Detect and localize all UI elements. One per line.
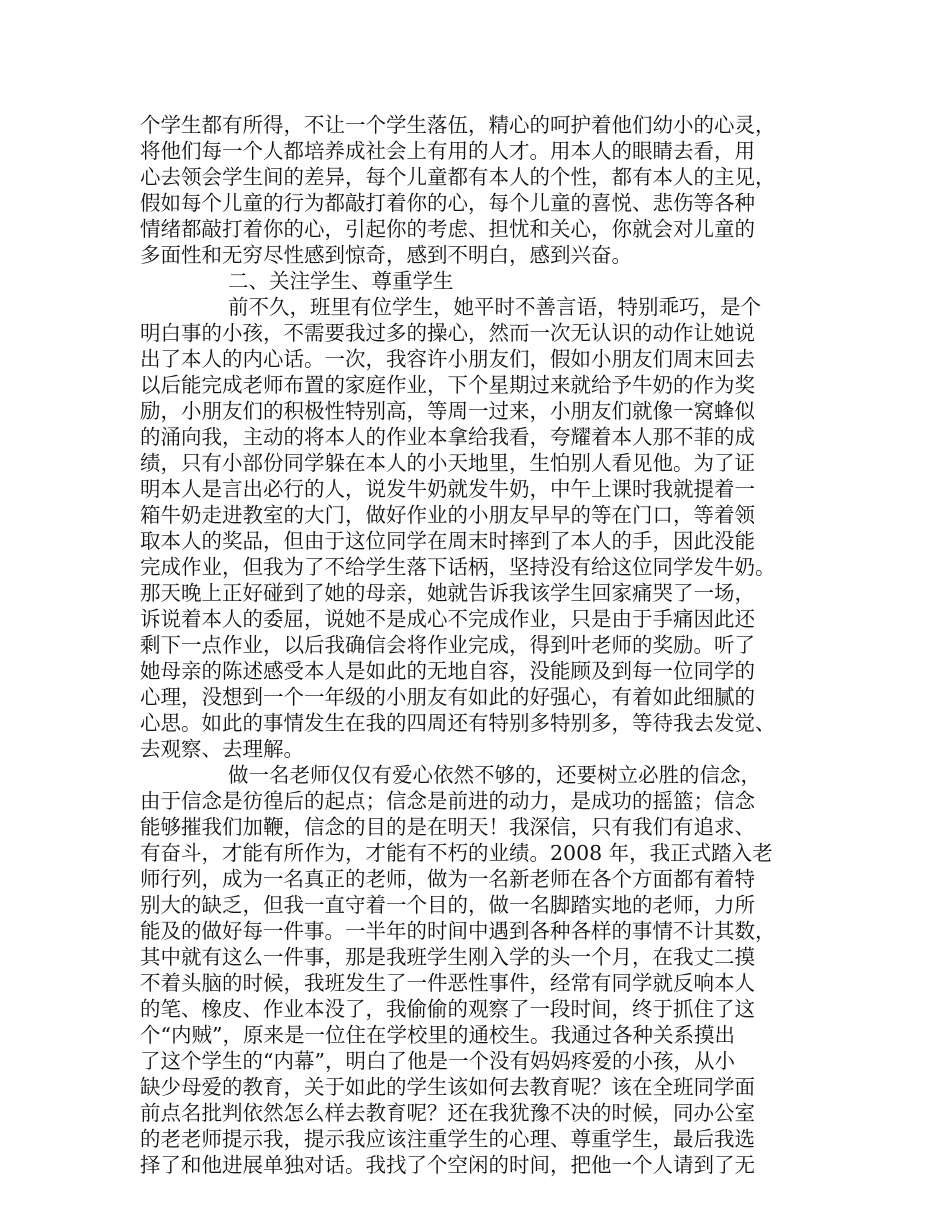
text-line: 个“内贼”，原来是一位住在学校里的通校生。我通过各种关系摸出 [140, 1023, 735, 1047]
text-line: 能及的做好每一件事。一半年的时间中遇到各种各样的事情不计其数， [140, 919, 776, 943]
text-line: 缺少母爱的教育，关于如此的学生该如何去教育呢？该在全班同学面 [140, 1075, 755, 1099]
text-line: 绩，只有小部份同学躲在本人的小天地里，生怕别人看见他。为了证 [140, 451, 755, 475]
text-line: 二、关注学生、尊重学生 [228, 269, 454, 293]
text-line: 明本人是言出必行的人，说发牛奶就发牛奶，中午上课时我就提着一 [140, 477, 755, 501]
text-line: 的笔、橡皮、作业本没了，我偷偷的观察了一段时间，终于抓住了这 [140, 997, 755, 1021]
text-line: 不着头脑的时候，我班发生了一件恶性事件，经常有同学就反响本人 [140, 971, 755, 995]
text-line: 诉说着本人的委屈，说她不是成心不完成作业，只是由于手痛因此还 [140, 607, 755, 631]
text-line: 出了本人的内心话。一次，我容许小朋友们，假如小朋友们周末回去 [140, 347, 755, 371]
text-line: 她母亲的陈述感受本人是如此的无地自容，没能顾及到每一位同学的 [140, 659, 755, 683]
text-line: 心去领会学生间的差异，每个儿童都有本人的个性，都有本人的主见， [140, 165, 776, 189]
text-line: 假如每个儿童的行为都敲打着你的心，每个儿童的喜悦、悲伤等各种 [140, 191, 755, 215]
text-line: 由于信念是彷徨后的起点；信念是前进的动力，是成功的摇篮；信念 [140, 789, 755, 813]
text-line: 取本人的奖品，但由于这位同学在周末时摔到了本人的手，因此没能 [140, 529, 755, 553]
text-line: 的老老师提示我，提示我应该注重学生的心理、尊重学生，最后我选 [140, 1127, 755, 1151]
text-line: 做一名老师仅仅有爱心依然不够的，还要树立必胜的信念， [228, 763, 761, 787]
text-line: 有奋斗，才能有所作为，才能有不朽的业绩。2008 年，我正式踏入老 [140, 841, 773, 865]
text-line: 其中就有这么一件事，那是我班学生刚入学的头一个月，在我丈二摸 [140, 945, 755, 969]
text-line: 心理，没想到一个一年级的小朋友有如此的好强心，有着如此细腻的 [140, 685, 755, 709]
text-line: 别大的缺乏，但我一直守着一个目的，做一名脚踏实地的老师，力所 [140, 893, 755, 917]
text-line: 完成作业，但我为了不给学生落下话柄，坚持没有给这位同学发牛奶。 [140, 555, 776, 579]
text-line: 的涌向我，主动的将本人的作业本拿给我看，夸耀着本人那不菲的成 [140, 425, 755, 449]
text-line: 明白事的小孩，不需要我过多的操心，然而一次无认识的动作让她说 [140, 321, 755, 345]
text-line: 师行列，成为一名真正的老师，做为一名新老师在各个方面都有着特 [140, 867, 755, 891]
text-line: 能够摧我们加鞭，信念的目的是在明天！我深信，只有我们有追求、 [140, 815, 755, 839]
text-line: 心思。如此的事情发生在我的四周还有特别多特别多，等待我去发觉、 [140, 711, 776, 735]
text-line: 前不久，班里有位学生，她平时不善言语，特别乖巧，是个 [228, 295, 761, 319]
text-line: 励，小朋友们的积极性特别高，等周一过来，小朋友们就像一窝蜂似 [140, 399, 755, 423]
text-line: 情绪都敲打着你的心，引起你的考虑、担忧和关心，你就会对儿童的 [140, 217, 755, 241]
text-line: 多面性和无穷尽性感到惊奇，感到不明白，感到兴奋。 [140, 243, 632, 267]
text-line: 箱牛奶走进教室的大门，做好作业的小朋友早早的等在门口，等着领 [140, 503, 755, 527]
text-line: 将他们每一个人都培养成社会上有用的人才。用本人的眼睛去看，用 [140, 139, 755, 163]
text-line: 去观察、去理解。 [140, 737, 304, 761]
text-line: 剩下一点作业，以后我确信会将作业完成，得到叶老师的奖励。听了 [140, 633, 755, 657]
text-line: 择了和他进展单独对话。我找了个空闲的时间，把他一个人请到了无 [140, 1153, 755, 1177]
document-page [140, 112, 822, 1178]
text-line: 个学生都有所得，不让一个学生落伍，精心的呵护着他们幼小的心灵， [140, 113, 776, 137]
text-line: 前点名批判依然怎么样去教育呢？还在我犹豫不决的时候，同办公室 [140, 1101, 755, 1125]
text-line: 了这个学生的“内幕”，明白了他是一个没有妈妈疼爱的小孩，从小 [140, 1049, 735, 1073]
text-line: 那天晚上正好碰到了她的母亲，她就告诉我该学生回家痛哭了一场， [140, 581, 755, 605]
text-line: 以后能完成老师布置的家庭作业，下个星期过来就给予牛奶的作为奖 [140, 373, 755, 397]
